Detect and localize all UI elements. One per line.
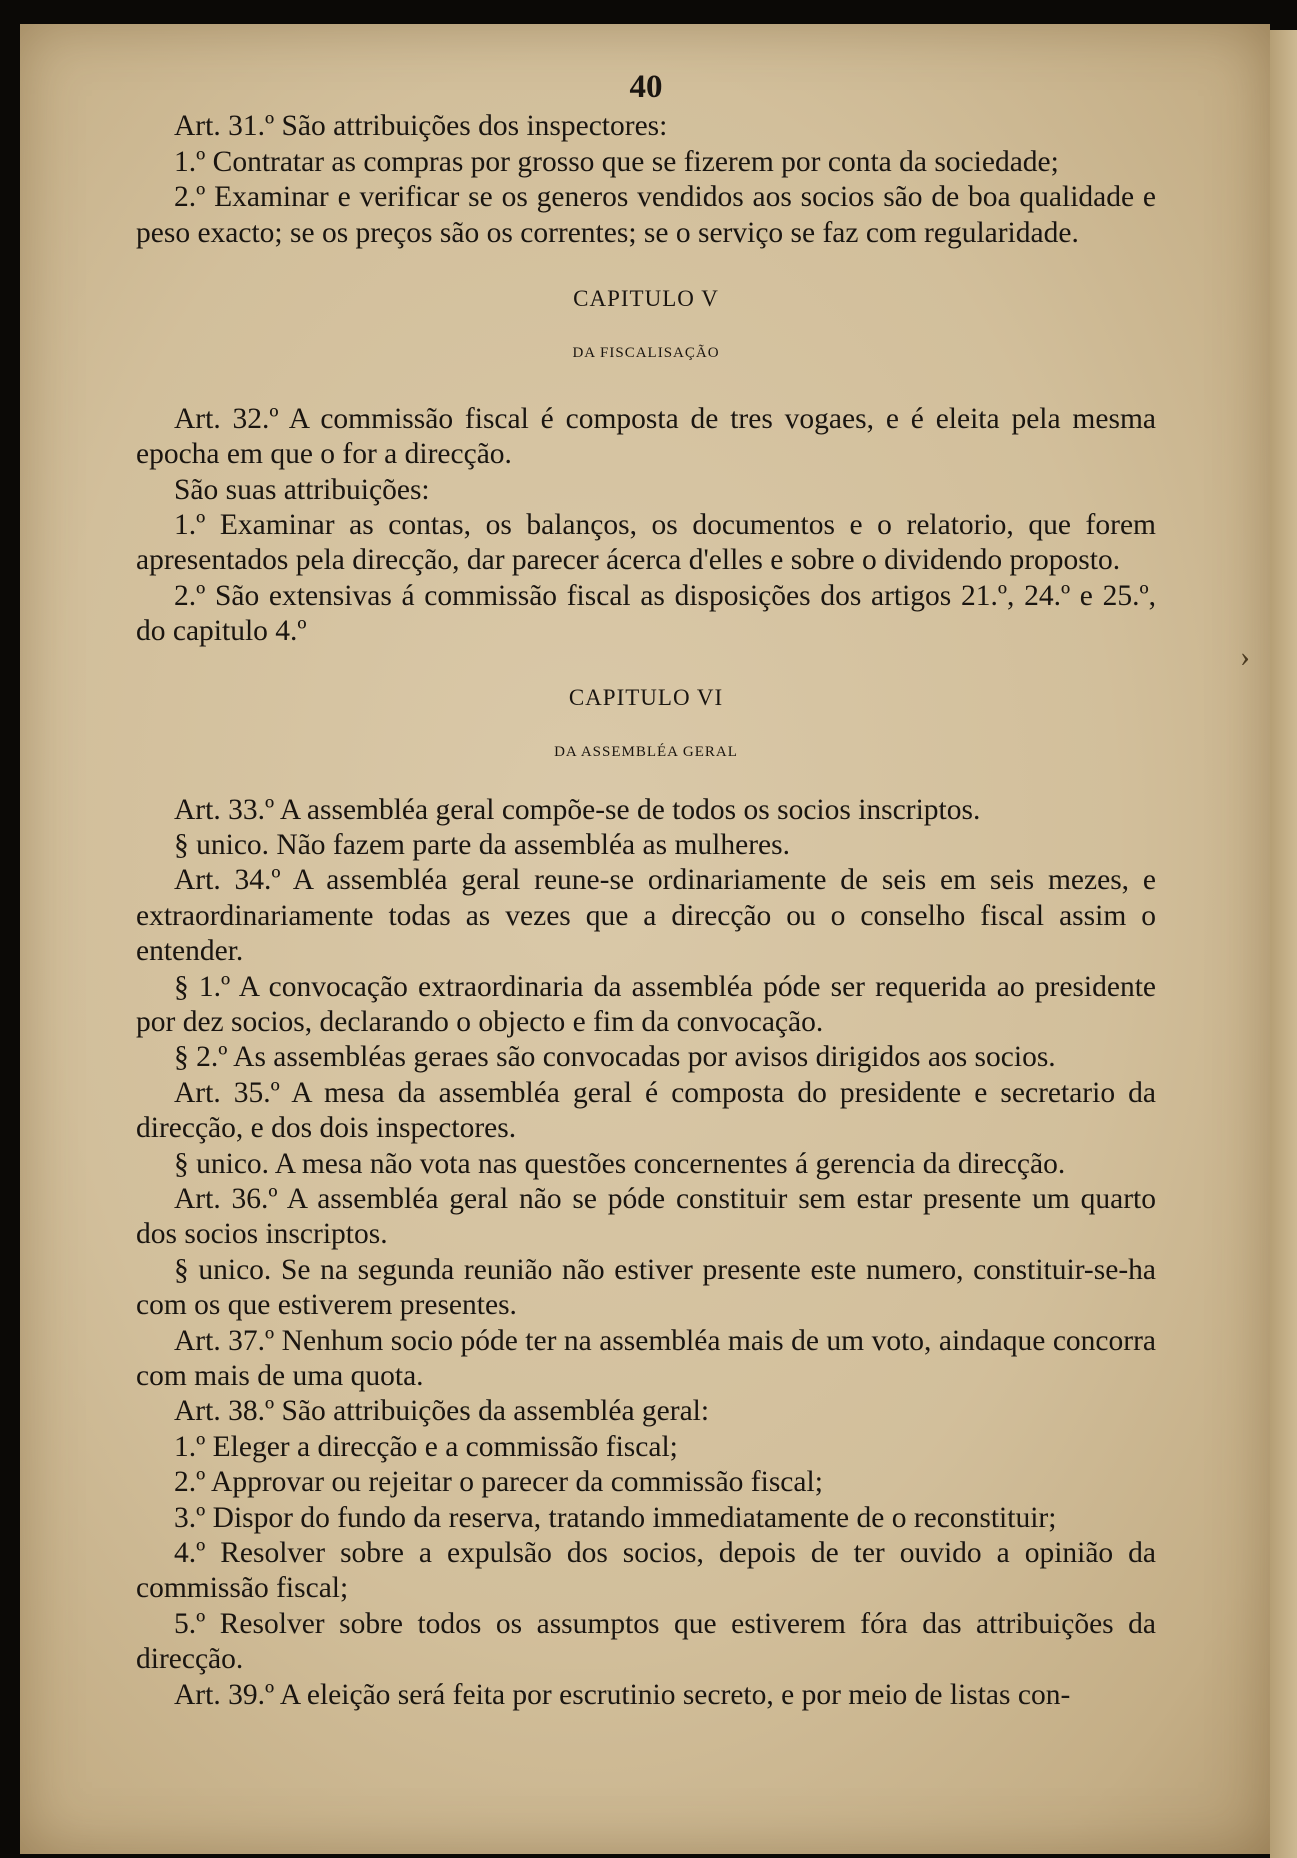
paragraph: 1.º Eleger a direcção e a commissão fiscal;	[174, 1430, 678, 1463]
paragraph: 1.º Examinar as contas, os balanços, os documentos e o relatorio, que forem apresentados pela direcção, dar parecer ácerca d'elles e sobre o dividendo proposto.	[136, 509, 1156, 577]
paragraph: Art. 34.º A assembléa geral reune-se ordinariamente de seis em seis mezes, e extraordinariamente todas as vezes que a direcção ou o conselho fiscal assim o entender.	[136, 864, 1156, 968]
paragraph: 1.º Contratar as compras por grosso que se fizerem por conta da sociedade;	[174, 145, 1059, 178]
chapter-title: CAPITULO V	[573, 286, 719, 312]
paragraph: 4.º Resolver sobre a expulsão dos socios, depois de ter ouvido a opinião da commissão fiscal;	[136, 1537, 1156, 1605]
chapter-title: CAPITULO VI	[568, 684, 724, 710]
paragraph: 3.º Dispor do fundo da reserva, tratando immediatamente de o reconstituir;	[174, 1501, 1057, 1534]
page-text	[136, 70, 1156, 1713]
paragraph: Art. 33.º A assembléa geral compõe-se de todos os socios inscriptos.	[174, 793, 981, 826]
paragraph: 5.º Resolver sobre todos os assumptos que estiverem fóra das attribuições da direcção.	[136, 1607, 1156, 1676]
paragraph: Art. 36.º A assembléa geral não se póde constituir sem estar presente um quarto dos socios inscriptos.	[136, 1182, 1156, 1251]
paragraph: Art. 38.º São attribuições da assembléa geral:	[174, 1395, 710, 1428]
chapter-subtitle: DA ASSEMBLÉA GERAL	[554, 744, 738, 761]
paragraph: § unico. Se na segunda reunião não estiver presente este numero, constituir-se-ha com os que estiverem presentes.	[136, 1253, 1156, 1322]
paragraph: Art. 32.º A commissão fiscal é composta de tres vogaes, e é eleita pela mesma epocha em que o for a direcção.	[136, 402, 1156, 471]
paragraph: Art. 37.º Nenhum socio póde ter na assembléa mais de um voto, aindaque concorra com mais de uma quota.	[136, 1324, 1156, 1392]
paragraph: 2.º Approvar ou rejeitar o parecer da commissão fiscal;	[174, 1466, 823, 1499]
paragraph: 2.º Examinar e verificar se os generos vendidos aos socios são de boa qualidade e peso exacto; se os preços são os correntes; se o serviço se faz com regularidade.	[136, 181, 1156, 249]
paragraph: São suas attribuições:	[174, 473, 430, 506]
paragraph: 2.º São extensivas á commissão fiscal as disposições dos artigos 21.º, 24.º e 25.º, do capitulo 4.º	[136, 579, 1156, 648]
paragraph: Art. 35.º A mesa da assembléa geral é composta do presidente e secretario da direcção, e dos dois inspectores.	[136, 1076, 1156, 1145]
margin-mark: ›	[1240, 640, 1250, 673]
paragraph: § unico. A mesa não vota nas questões concernentes á gerencia da direcção.	[174, 1147, 1066, 1180]
paragraph: § 1.º A convocação extraordinaria da assembléa póde ser requerida ao presidente por dez socios, declarando o objecto e fim da convocação.	[136, 970, 1156, 1038]
chapter-subtitle: DA FISCALISAÇÃO	[572, 345, 720, 362]
next-page-edge	[1270, 30, 1297, 1858]
paragraph: § unico. Não fazem parte da assembléa as mulheres.	[174, 828, 790, 861]
paragraph: § 2.º As assembléas geraes são convocadas por avisos dirigidos aos socios.	[174, 1041, 1056, 1074]
paragraph: Art. 31.º São attribuições dos inspectores:	[174, 110, 668, 143]
page-number: 40	[629, 69, 663, 105]
paragraph: Art. 39.º A eleição será feita por escrutinio secreto, e por meio de listas con-	[174, 1678, 1071, 1711]
